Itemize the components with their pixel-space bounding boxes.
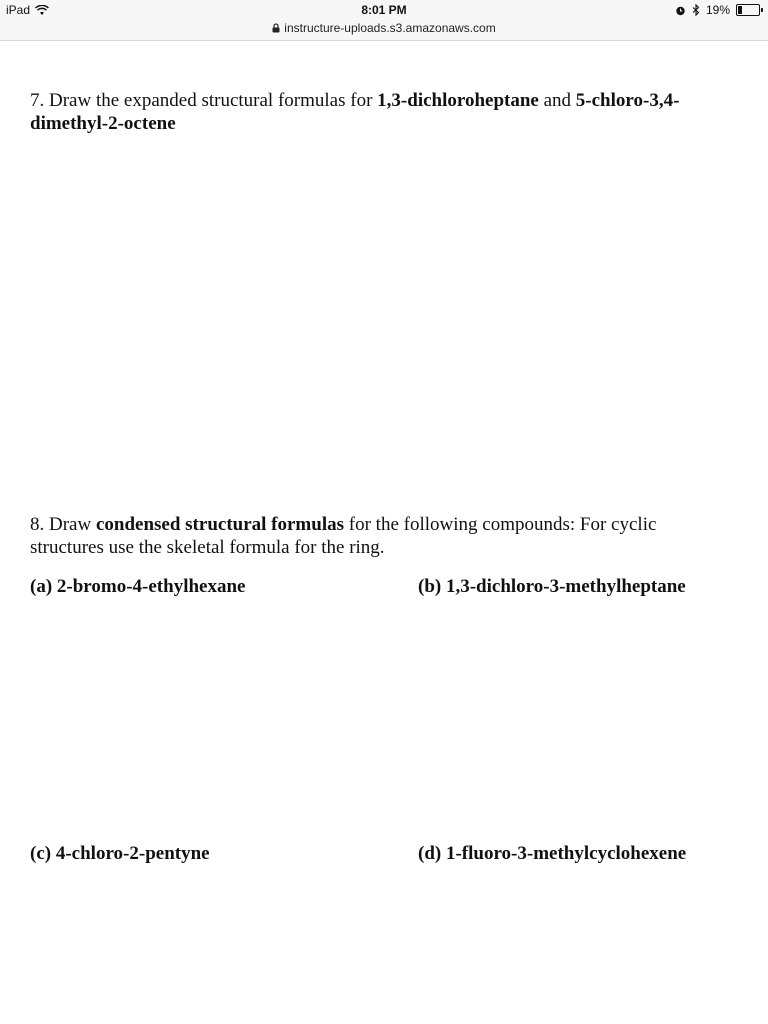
battery-percent: 19% <box>705 3 730 17</box>
question-8-bold: condensed structural formulas <box>95 514 345 535</box>
question-7-compound-1: 1,3-dichloroheptane <box>377 90 539 111</box>
question-8-text-before: Draw <box>44 514 96 535</box>
question-7-text-before: Draw the expanded structural formulas for <box>44 90 378 111</box>
url-text: instructure-uploads.s3.amazonaws.com <box>284 21 496 35</box>
question-8-item-a: (a) 2-bromo-4-ethylhexane <box>30 576 246 597</box>
status-time: 8:01 PM <box>361 3 407 17</box>
question-8 <box>30 514 730 560</box>
question-8-item-d: (d) 1-fluoro-3-methylcyclohexene <box>418 843 687 864</box>
question-7-compound-2: 5-chloro-3,4-dimethyl-2-octene <box>30 90 680 134</box>
battery-icon <box>736 4 760 16</box>
question-8-number: 8. <box>30 514 45 535</box>
question-8-item-c: (c) 4-chloro-2-pentyne <box>30 843 210 864</box>
question-7 <box>30 90 730 136</box>
device-label: iPad <box>6 3 31 17</box>
alarm-icon <box>675 5 686 16</box>
status-right <box>675 3 760 17</box>
question-7-number: 7. <box>30 90 45 111</box>
browser-chrome <box>0 0 768 41</box>
address-bar[interactable] <box>0 21 768 35</box>
question-7-text-middle: and <box>538 90 576 111</box>
lock-icon <box>272 23 280 33</box>
question-8-text-after: for the following compounds: For cyclic structures use the skeletal formula for the ring. <box>30 514 657 558</box>
bluetooth-icon <box>692 4 700 16</box>
question-8-item-b: (b) 1,3-dichloro-3-methylheptane <box>418 576 686 597</box>
battery-fill <box>738 6 742 14</box>
